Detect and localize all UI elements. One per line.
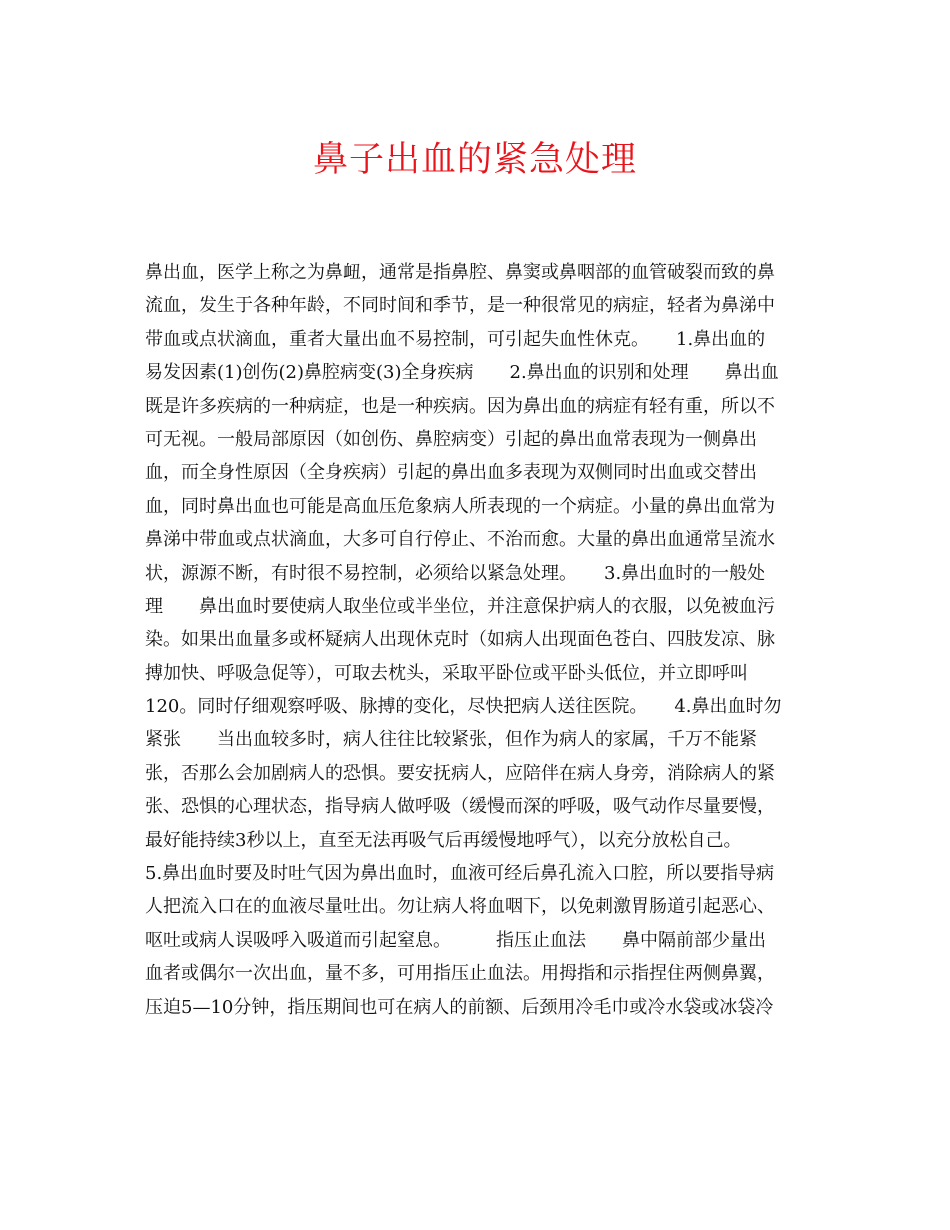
body-text-line: 最好能持续3秒以上，直至无法再吸气后再缓慢地呼气），以充分放松自己。 (145, 829, 742, 851)
body-text-line: 理 鼻出血时要使病人取坐位或半坐位，并注意保护病人的衣服，以免被血污 (145, 595, 775, 617)
body-text-line: 易发因素(1)创伤(2)鼻腔病变(3)全身疾病 2.鼻出血的识别和处理 鼻出血 (145, 362, 779, 384)
document-body (145, 256, 810, 1024)
document-title: 鼻子出血的紧急处理 (312, 140, 637, 180)
body-text-line: 血者或偶尔一次出血，量不多，可用指压止血法。用拇指和示指捏住两侧鼻翼， (145, 963, 775, 985)
body-text-line: 5.鼻出血时要及时吐气因为鼻出血时，血液可经后鼻孔流入口腔，所以要指导病 (145, 863, 775, 885)
body-text-line: 血，而全身性原因（全身疾病）引起的鼻出血多表现为双侧同时出血或交替出 (145, 462, 757, 484)
body-text-line: 染。如果出血量多或杯疑病人出现休克时（如病人出现面色苍白、四肢发凉、脉 (145, 629, 775, 651)
body-text-line: 状，源源不断，有时很不易控制，必须给以紧急处理。 3.鼻出血时的一般处 (145, 562, 766, 584)
body-text-line: 呕吐或病人误吸呼入吸道而引起窒息。 指压止血法 鼻中隔前部少量出 (145, 929, 766, 951)
body-text-line: 120。同时仔细观察呼吸、脉搏的变化，尽快把病人送往医院。 4.鼻出血时勿 (145, 696, 782, 718)
body-text-line: 张、恐惧的心理状态，指导病人做呼吸（缓慢而深的呼吸，吸气动作尽量要慢， (145, 796, 775, 818)
body-text-line: 鼻涕中带血或点状滴血，大多可自行停止、不治而愈。大量的鼻出血通常呈流水 (145, 529, 775, 551)
body-text-line: 鼻出血，医学上称之为鼻衄，通常是指鼻腔、鼻窦或鼻咽部的血管破裂而致的鼻 (145, 262, 775, 283)
body-text-line: 流血，发生于各种年龄，不同时间和季节，是一种很常见的病症，轻者为鼻涕中 (145, 295, 775, 317)
body-text-line: 人把流入口在的血液尽量吐出。勿让病人将血咽下，以免刺激胃肠道引起恶心、 (145, 896, 775, 918)
body-text-line: 可无视。一般局部原因（如创伤、鼻腔病变）引起的鼻出血常表现为一侧鼻出 (145, 428, 757, 450)
body-text-line: 压迫5—10分钟，指压期间也可在病人的前额、后颈用冷毛巾或冷水袋或冰袋冷 (145, 996, 774, 1018)
body-text-line: 紧张 当出血较多时，病人往往比较紧张，但作为病人的家属，千万不能紧 (145, 729, 757, 751)
body-text-line: 血，同时鼻出血也可能是高血压危象病人所表现的一个病症。小量的鼻出血常为 (145, 495, 775, 517)
body-text-line: 既是许多疾病的一种病症，也是一种疾病。因为鼻出血的病症有轻有重，所以不 (145, 395, 775, 417)
body-text-line: 带血或点状滴血，重者大量出血不易控制，可引起失血性休克。 1.鼻出血的 (145, 328, 766, 350)
body-text-line: 张，否那么会加剧病人的恐惧。要安抚病人，应陪伴在病人身旁，消除病人的紧 (145, 762, 775, 784)
body-text-line: 搏加快、呼吸急促等），可取去枕头，采取平卧位或平卧头低位，并立即呼叫 (145, 662, 748, 684)
